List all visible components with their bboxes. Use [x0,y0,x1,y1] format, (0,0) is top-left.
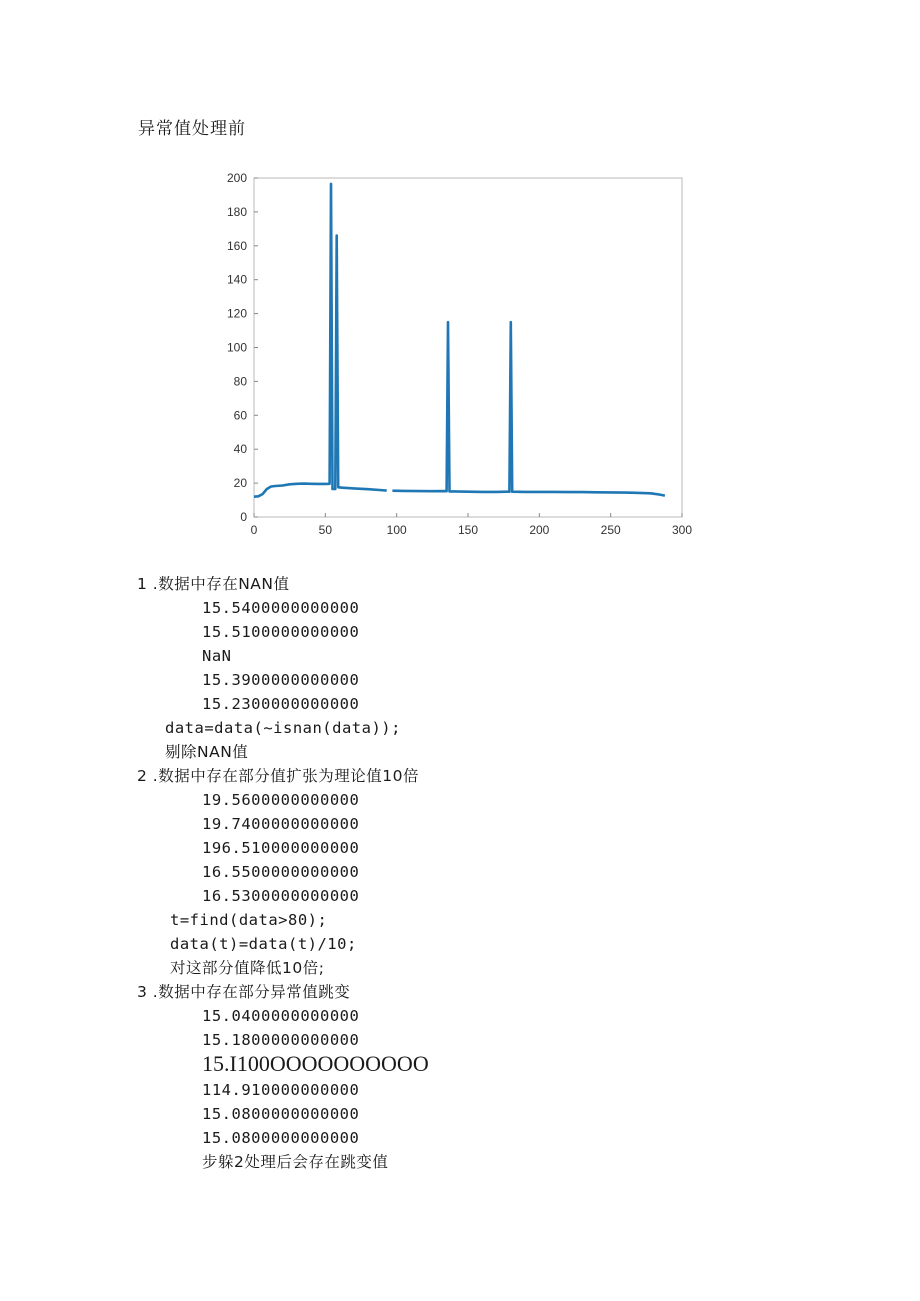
section-2-value-5: 16.5300000000000 [202,887,360,905]
y-tick-label: 140 [226,272,247,287]
x-tick-label: 200 [529,523,550,537]
section-2-code-1: t=find(data>80); [170,911,328,929]
y-tick-label: 40 [233,442,247,457]
section-3-value-2: 15.1800000000000 [202,1031,360,1049]
x-tick-label: 300 [671,523,693,537]
section-1-value-1: 15.5400000000000 [202,599,360,617]
section-3-value-6: 15.0800000000000 [202,1129,360,1147]
section-1-value-5: 15.2300000000000 [202,695,360,713]
section-2-note: 对这部分值降低10倍; [170,959,325,977]
section-2-value-1: 19.5600000000000 [202,791,360,809]
y-tick-label: 100 [226,340,247,355]
section-1-value-2: 15.5100000000000 [202,623,360,641]
section-1-title: 1 .数据中存在NAN值 [137,575,290,593]
x-tick-label: 0 [250,523,258,537]
section-2-title: 2 .数据中存在部分值扩张为理论值10倍 [137,767,419,785]
y-tick-label: 0 [240,510,247,524]
section-2-code-2: data(t)=data(t)/10; [170,935,357,953]
y-tick-label: 160 [226,238,247,253]
section-2-value-2: 19.7400000000000 [202,815,360,833]
section-3-note: 步躲2处理后会存在跳变值 [202,1153,389,1171]
section-2-value-4: 16.5500000000000 [202,863,360,881]
section-1-code: data=data(~isnan(data)); [165,719,401,737]
y-tick-label: 20 [233,476,247,491]
x-tick-label: 100 [386,523,407,537]
y-tick-label: 200 [226,171,247,185]
y-tick-label: 60 [233,408,247,423]
y-tick-label: 180 [226,204,247,219]
section-3-value-3: 15.I100OOOOOOOOOO [202,1051,429,1076]
plot-area [254,178,682,517]
page-heading: 异常值处理前 [138,119,246,139]
section-3-title: 3 .数据中存在部分异常值跳变 [137,983,351,1001]
section-3-value-4: 114.910000000000 [202,1081,360,1099]
section-3-value-1: 15.0400000000000 [202,1007,360,1025]
x-tick-label: 250 [600,523,621,537]
section-1-note: 剔除NAN值 [165,743,249,761]
y-tick-label: 120 [226,306,247,321]
section-1-value-3: NaN [202,647,232,665]
line-chart [210,168,700,548]
section-1-value-4: 15.3900000000000 [202,671,360,689]
section-2-value-3: 196.510000000000 [202,839,360,857]
section-3-value-5: 15.0800000000000 [202,1105,360,1123]
x-tick-label: 150 [457,523,479,537]
x-tick-label: 50 [318,523,333,537]
y-tick-label: 80 [233,374,247,389]
